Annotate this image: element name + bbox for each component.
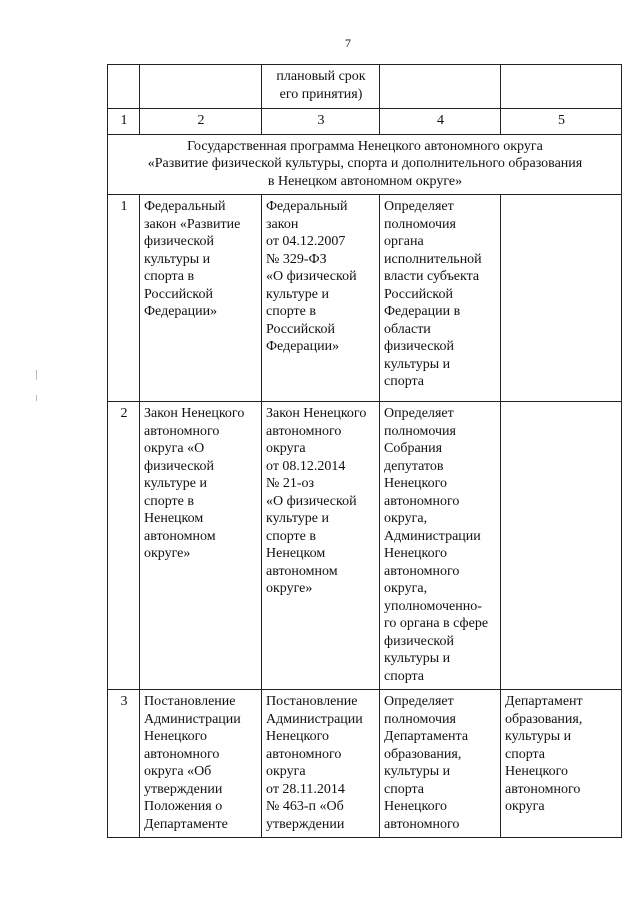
column-number: 1: [108, 109, 140, 135]
page-number: 7: [345, 36, 351, 50]
act-title-cell: Постановление Администрации Ненецкого автономного округа «Об утверждении Положения о Департаменте: [140, 690, 262, 838]
scan-artifact: [36, 370, 37, 380]
act-title-cell: Федеральный закон «Развитие физической культуры и спорта в Российской Федерации»: [140, 195, 262, 402]
responsible-cell: [501, 195, 622, 402]
column-number-row: [108, 109, 622, 135]
section-title: Государственная программа Ненецкого автономного округа «Развитие физической культуры, спорта и дополнительного образования в Ненецком автономном округе»: [108, 134, 622, 195]
scan-artifact: [36, 395, 37, 401]
column-number: 2: [140, 109, 262, 135]
row-number: 3: [108, 690, 140, 838]
table-row: [108, 195, 622, 402]
row-number: 1: [108, 195, 140, 402]
table-row: [108, 402, 622, 690]
row-number: 2: [108, 402, 140, 690]
header-cell-4: [380, 65, 501, 109]
act-purpose-cell: Определяет полномочия органа исполнительной власти субъекта Российской Федерации в области физической культуры и спорта: [380, 195, 501, 402]
column-number: 3: [262, 109, 380, 135]
section-title-row: [108, 134, 622, 195]
responsible-cell: Департамент образования, культуры и спорта Ненецкого автономного округа: [501, 690, 622, 838]
header-continuation-row: [108, 65, 622, 109]
act-details-cell: Постановление Администрации Ненецкого автономного округа от 28.11.2014 № 463-п «Об утверждении: [262, 690, 380, 838]
column-number: 4: [380, 109, 501, 135]
act-purpose-cell: Определяет полномочия Департамента образования, культуры и спорта Ненецкого автономного: [380, 690, 501, 838]
act-details-cell: Федеральный закон от 04.12.2007 № 329-ФЗ «О физической культуре и спорте в Российской Федерации»: [262, 195, 380, 402]
legal-acts-table: [107, 64, 622, 838]
header-cell-2: [140, 65, 262, 109]
table-row: [108, 690, 622, 838]
header-cell-1: [108, 65, 140, 109]
column-number: 5: [501, 109, 622, 135]
act-purpose-cell: Определяет полномочия Собрания депутатов Ненецкого автономного округа, Администрации Ненецкого автономного округа, уполномоченно- го органа в сфере физической культуры и спорта: [380, 402, 501, 690]
header-cell-3: плановый срок его принятия): [262, 65, 380, 109]
act-details-cell: Закон Ненецкого автономного округа от 08.12.2014 № 21-оз «О физической культуре и спорте в Ненецком автономном округе»: [262, 402, 380, 690]
responsible-cell: [501, 402, 622, 690]
act-title-cell: Закон Ненецкого автономного округа «О физической культуре и спорте в Ненецком автономном округе»: [140, 402, 262, 690]
header-cell-5: [501, 65, 622, 109]
